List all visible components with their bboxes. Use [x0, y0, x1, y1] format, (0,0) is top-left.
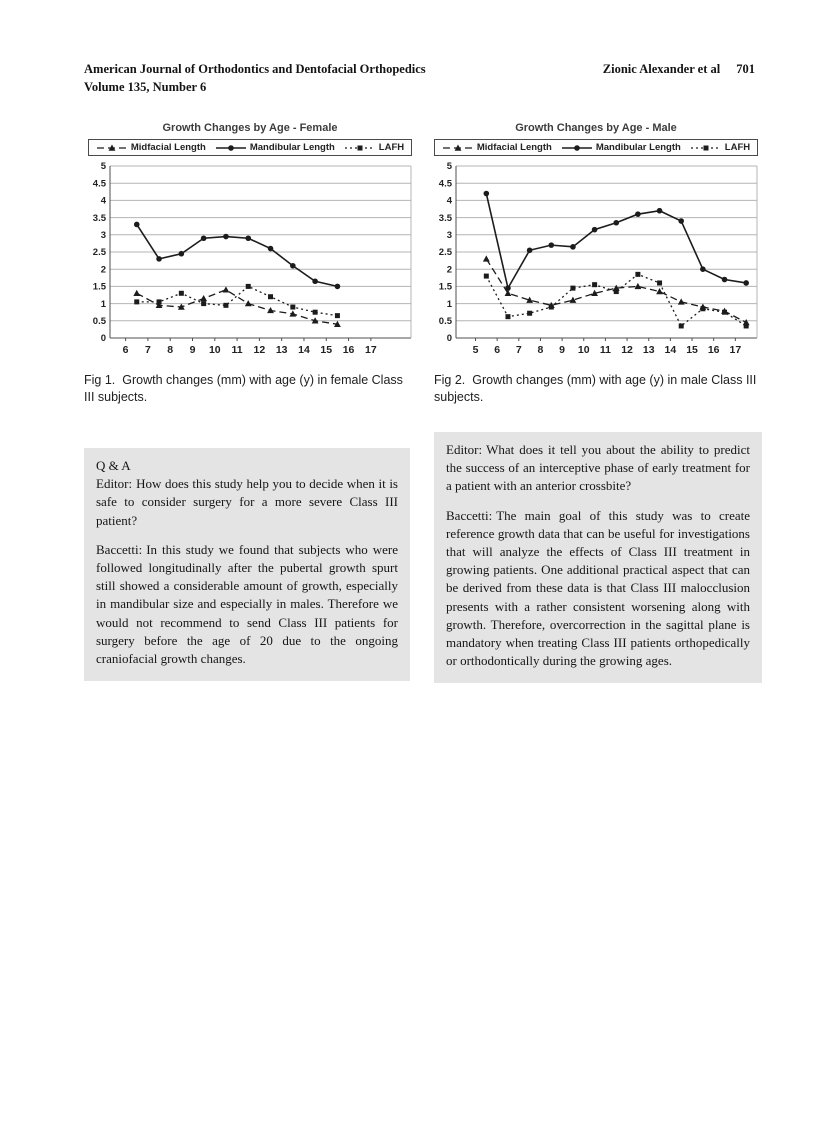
- svg-text:2.5: 2.5: [438, 247, 452, 259]
- journal-header: [84, 60, 426, 96]
- qa-paragraph-editor: [96, 475, 398, 530]
- qa-paragraph-baccetti: [446, 507, 750, 671]
- svg-text:17: 17: [729, 344, 742, 356]
- legend-label: Midfacial Length: [476, 142, 552, 153]
- line-marker-sample: [215, 143, 247, 153]
- qa-paragraph-editor: [446, 441, 750, 496]
- svg-text:0: 0: [100, 333, 106, 345]
- svg-text:14: 14: [298, 344, 310, 356]
- svg-text:15: 15: [686, 344, 698, 356]
- svg-text:4: 4: [100, 195, 106, 207]
- svg-text:3: 3: [446, 230, 452, 241]
- running-head: [603, 60, 755, 78]
- legend-label: LAFH: [378, 142, 405, 153]
- chart-legend: [88, 139, 412, 156]
- svg-text:1: 1: [100, 298, 106, 310]
- legend-item-midfacial: [442, 142, 552, 153]
- paragraph-text: In this study we found that subjects who were followed longitudinally after the pubertal growth spurt still showed a considerable amount of growth, especially in mandibular size and especially in males. Therefore we would not recommend to send Class III patients for surgery before the age of 20 due to the ongoing craniofacial growth changes.: [96, 541, 398, 666]
- legend-item-midfacial: [96, 142, 206, 153]
- svg-text:14: 14: [664, 344, 677, 356]
- figure-female-chart: [84, 122, 416, 360]
- svg-text:6: 6: [494, 344, 501, 356]
- figure-caption-2: [434, 372, 766, 405]
- chart-title-female: Growth Changes by Age - Female: [162, 122, 338, 134]
- paragraph-text: How does this study help you to decide when it is safe to consider surgery for a more severe Class III patient?: [96, 476, 398, 528]
- svg-text:0: 0: [446, 333, 452, 345]
- svg-text:1.5: 1.5: [92, 281, 106, 293]
- line-marker-sample: [96, 143, 128, 153]
- legend-label: Midfacial Length: [130, 142, 206, 153]
- legend-item-mandibular: [215, 142, 335, 153]
- svg-text:3.5: 3.5: [438, 212, 452, 224]
- svg-text:17: 17: [365, 344, 377, 356]
- qa-heading: Q & A: [96, 458, 131, 473]
- svg-text:4.5: 4.5: [92, 178, 106, 190]
- speaker-label: Baccetti:: [446, 507, 493, 523]
- svg-text:2: 2: [446, 264, 452, 276]
- qa-paragraph-baccetti: [96, 541, 398, 668]
- legend-label: Mandibular Length: [595, 142, 681, 153]
- line-marker-sample: [344, 143, 376, 153]
- speaker-label: Editor:: [96, 476, 133, 492]
- figure-male-chart: [430, 122, 762, 360]
- svg-text:1.5: 1.5: [438, 281, 452, 293]
- svg-text:4: 4: [446, 195, 452, 207]
- figure-caption-1: [84, 372, 416, 405]
- paragraph-text: The main goal of this study was to create reference growth data that can be useful for investigations that will analyze the effects of Class III treatment in growing patients. One additional practical aspect that can be derived from these data is that Class III malocclusion presents with a rather consistent worsening along with growth. Therefore, overcorrection in the sagittal plane is mandatory when treating Class III patients orthopedically or orthodontically during the growing ages.: [446, 507, 750, 669]
- svg-text:9: 9: [189, 344, 196, 356]
- svg-text:5: 5: [100, 161, 106, 173]
- journal-title: American Journal of Orthodontics and Dentofacial Orthopedics: [84, 62, 426, 76]
- svg-text:1: 1: [446, 298, 452, 310]
- line-marker-sample: [561, 143, 593, 153]
- legend-label: LAFH: [724, 142, 751, 153]
- svg-text:13: 13: [642, 344, 655, 356]
- legend-label: Mandibular Length: [249, 142, 335, 153]
- svg-text:6: 6: [122, 344, 129, 356]
- caption-label: Fig 1.: [84, 373, 116, 387]
- svg-text:10: 10: [577, 344, 590, 356]
- speaker-label: Editor:: [446, 442, 483, 457]
- svg-text:4.5: 4.5: [438, 178, 452, 190]
- line-marker-sample: [442, 143, 474, 153]
- caption-text: Growth changes (mm) with age (y) in female Class III subjects.: [84, 373, 403, 404]
- svg-text:2: 2: [100, 264, 106, 276]
- running-head-authors: Zionic Alexander et al: [602, 62, 721, 76]
- svg-text:12: 12: [253, 344, 266, 356]
- svg-text:8: 8: [167, 344, 174, 356]
- svg-text:16: 16: [707, 344, 720, 356]
- svg-text:0.5: 0.5: [438, 316, 452, 327]
- page-number: 701: [736, 62, 755, 76]
- speaker-label: Baccetti:: [96, 541, 143, 557]
- chart-title-male: Growth Changes by Age - Male: [515, 122, 677, 134]
- svg-text:5: 5: [446, 161, 452, 173]
- legend-item-mandibular: [561, 142, 681, 153]
- svg-text:15: 15: [320, 344, 333, 356]
- svg-text:5: 5: [472, 344, 479, 356]
- legend-item-lafh: [690, 142, 750, 153]
- svg-text:7: 7: [144, 344, 151, 356]
- svg-text:16: 16: [342, 344, 355, 356]
- paragraph-text: What does it tell you about the ability to predict the success of an interceptive phase of early treatment for a patient with an anterior crossbite?: [446, 442, 750, 494]
- svg-text:0.5: 0.5: [92, 316, 106, 327]
- qa-box-right: [434, 432, 762, 683]
- svg-text:2.5: 2.5: [92, 247, 106, 259]
- caption-label: Fig 2.: [434, 373, 466, 387]
- chart-plot-male: [430, 160, 762, 360]
- svg-text:7: 7: [515, 344, 522, 356]
- svg-text:9: 9: [559, 344, 566, 356]
- svg-text:10: 10: [208, 344, 221, 356]
- chart-legend: [434, 139, 758, 156]
- svg-text:12: 12: [621, 344, 633, 356]
- svg-text:11: 11: [599, 344, 611, 356]
- caption-text: Growth changes (mm) with age (y) in male Class III subjects.: [434, 373, 757, 404]
- svg-text:13: 13: [275, 344, 288, 356]
- journal-volume: Volume 135, Number 6: [84, 80, 207, 95]
- svg-text:3: 3: [100, 230, 106, 241]
- svg-text:11: 11: [231, 344, 243, 356]
- chart-plot-female: [84, 160, 416, 360]
- line-marker-sample: [690, 143, 722, 153]
- qa-box-left: [84, 448, 410, 681]
- legend-item-lafh: [344, 142, 404, 153]
- svg-text:8: 8: [537, 344, 544, 356]
- svg-text:3.5: 3.5: [92, 212, 106, 224]
